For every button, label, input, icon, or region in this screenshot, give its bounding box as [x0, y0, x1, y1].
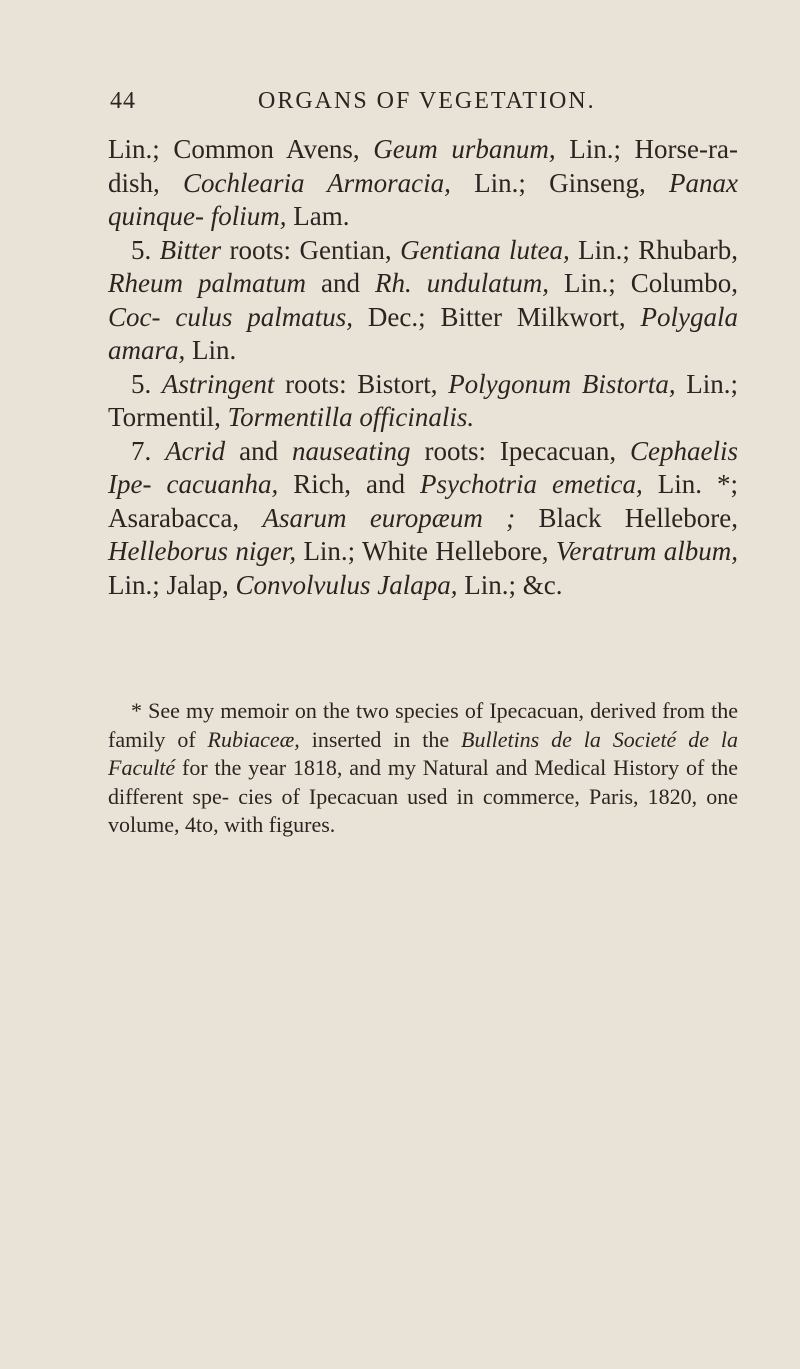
italic-text-run: Psychotria emetica, — [420, 469, 643, 499]
italic-text-run: Coc- culus palmatus, — [108, 301, 354, 332]
text-run: Lin.; White Hellebore, — [296, 536, 556, 566]
italic-text-run: nauseating — [292, 435, 411, 466]
italic-text-run: Cephaelis Ipe- cacuanha, — [108, 435, 739, 499]
italic-text-run: Acrid — [165, 435, 226, 466]
text-run: Dec.; Bitter Milkwort, — [353, 301, 641, 332]
text-run: Lin. — [185, 335, 237, 365]
text-run: * See my memoir on the two species of Ipecacuan, derived from the family of — [108, 698, 738, 752]
text-run: Lin.; Jalap, — [108, 569, 236, 600]
main-text — [108, 133, 738, 602]
italic-text-run: Tormentilla officinalis. — [227, 402, 475, 432]
paragraph-acrid-roots — [108, 435, 738, 603]
text-run: inserted in the — [299, 726, 462, 752]
italic-text-run: Convolvulus Jalapa, — [235, 569, 458, 600]
italic-text-run: Rubiaceæ, — [207, 726, 300, 752]
italic-text-run: Rh. undulatum, — [374, 268, 549, 298]
running-head — [98, 88, 738, 118]
running-title: ORGANS OF VEGETATION. — [258, 88, 596, 114]
text-run: Lin.; Tormentil, — [108, 368, 739, 432]
text-run: 5. — [131, 368, 162, 399]
text-run: and — [225, 435, 293, 466]
page-number: 44 — [110, 88, 136, 114]
text-run: Lin.; Horse-ra- dish, — [108, 134, 738, 198]
italic-text-run: Helleborus niger, — [108, 536, 297, 566]
text-run: Lin.; Common Avens, — [108, 134, 374, 164]
italic-text-run: Bitter — [159, 234, 222, 265]
text-run: Rich, and — [278, 469, 421, 499]
italic-text-run: Asarum europæum ; — [262, 502, 516, 533]
text-run: Black Hellebore, — [515, 502, 738, 533]
text-run: Lin.; Rhubarb, — [569, 234, 738, 265]
italic-text-run: Astringent — [161, 368, 275, 399]
text-run: 7. — [131, 435, 166, 466]
text-run: Lin.; Columbo, — [548, 268, 738, 298]
text-run: for the year 1818, and my Natural and Medical History of the different spe- cies of Ipecacuan used in commerce, Paris, 1820, one volume, 4to, with figures. — [108, 755, 738, 837]
italic-text-run: Polygonum Bistorta, — [448, 368, 676, 399]
paragraph-continuation — [108, 133, 738, 234]
text-run: roots: Ipecacuan, — [410, 435, 631, 466]
text-run: Lam. — [286, 201, 350, 231]
italic-text-run: Cochlearia Armoracia, — [182, 167, 451, 198]
italic-text-run: Panax quinque- folium, — [108, 167, 738, 231]
italic-text-run: Geum urbanum, — [373, 134, 556, 164]
footnote-text — [108, 697, 738, 840]
footnote — [108, 697, 738, 840]
italic-text-run: Rheum palmatum — [108, 268, 306, 298]
italic-text-run: Gentiana lutea, — [400, 234, 570, 265]
italic-text-run: Bulletins de la Societé de la Faculté — [108, 726, 738, 780]
italic-text-run: Polygala amara, — [108, 301, 738, 365]
text-run: Lin.; Ginseng, — [450, 167, 670, 198]
text-run: 5. — [131, 234, 160, 265]
text-run: Lin.; &c. — [457, 569, 563, 600]
paragraph-bitter-roots — [108, 234, 738, 368]
text-run: roots: Gentian, — [221, 234, 401, 265]
italic-text-run: Veratrum album, — [555, 536, 739, 566]
text-run: Lin. *; Asarabacca, — [108, 469, 739, 533]
text-run: and — [305, 268, 375, 298]
paragraph-astringent-roots — [108, 368, 738, 435]
text-run: roots: Bistort, — [274, 368, 449, 399]
